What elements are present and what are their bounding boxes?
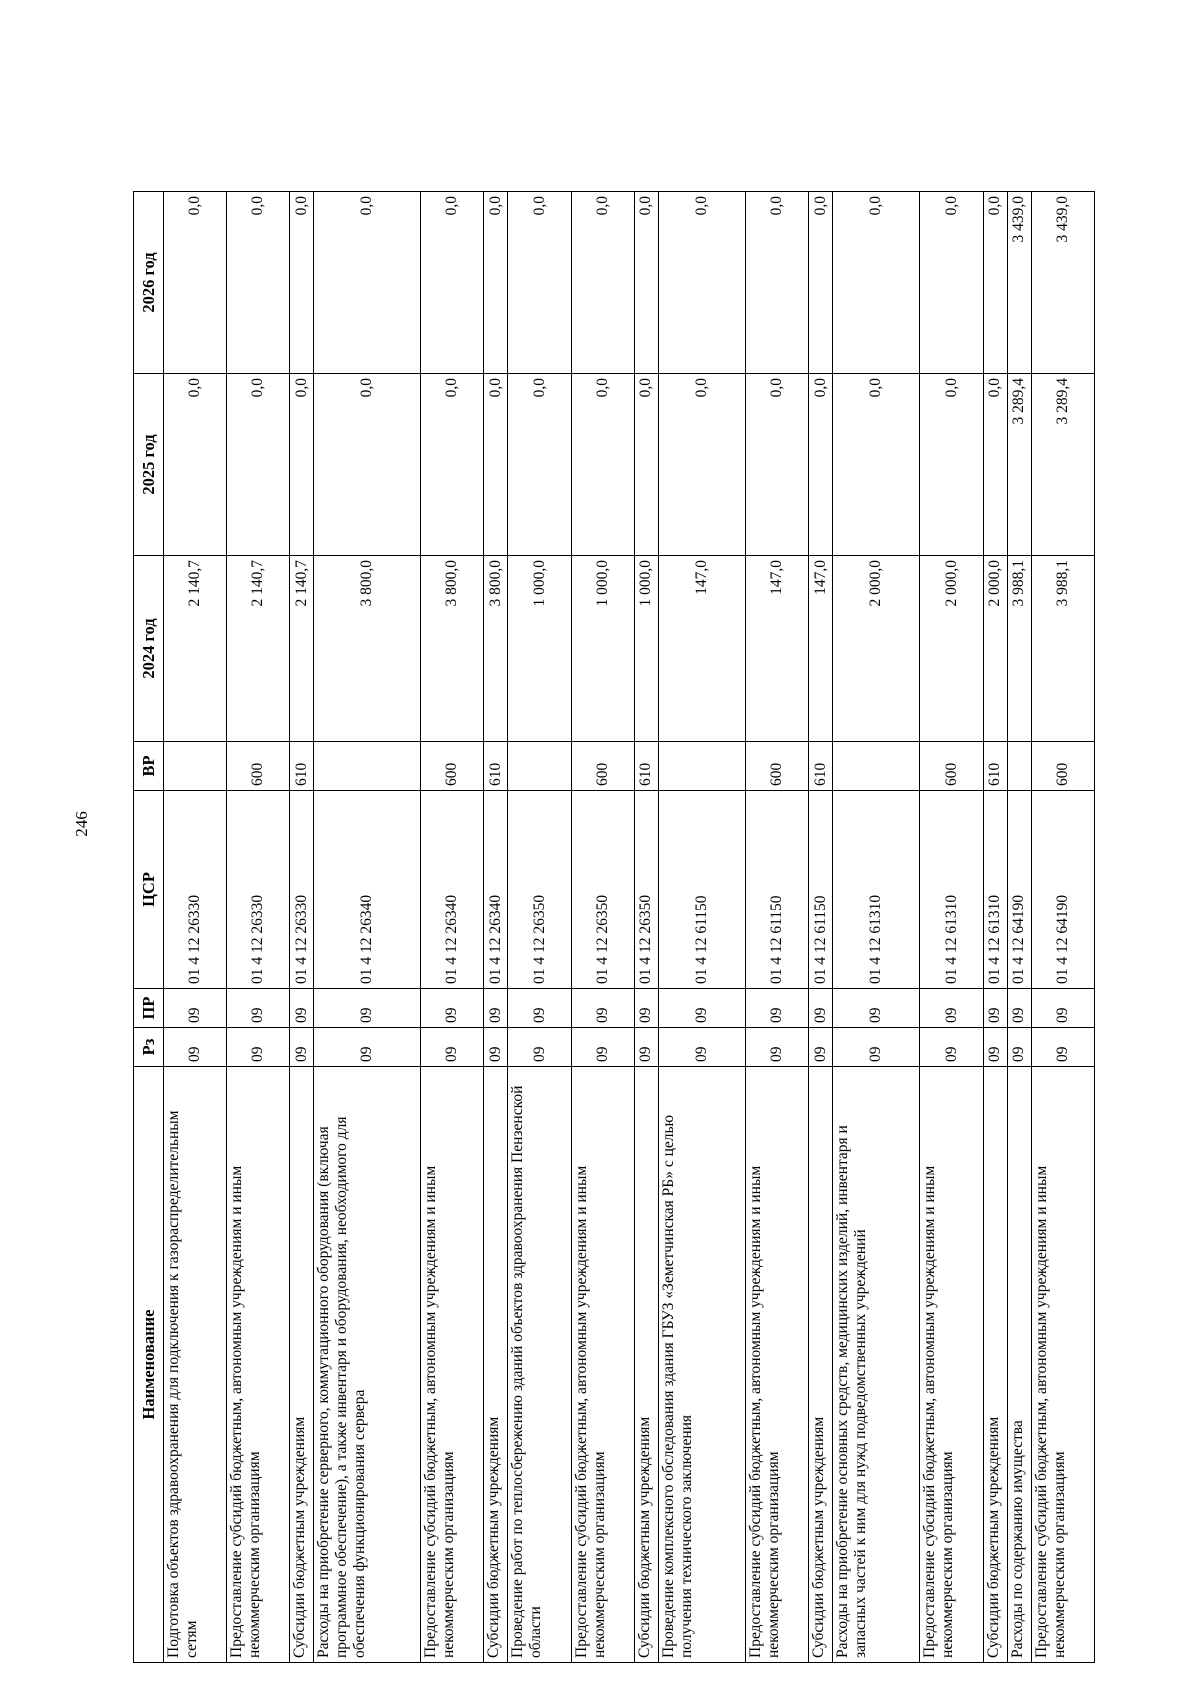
table-row bbox=[508, 192, 571, 1663]
row-csr: 01 4 12 26350 bbox=[634, 791, 658, 989]
row-2026: 3 439,0 bbox=[1007, 192, 1031, 374]
table-row bbox=[290, 192, 314, 1663]
row-rz: 09 bbox=[164, 1028, 227, 1067]
row-vr bbox=[508, 742, 571, 791]
table-row bbox=[634, 192, 658, 1663]
row-2025: 0,0 bbox=[809, 374, 833, 556]
row-2026: 0,0 bbox=[164, 192, 227, 374]
row-rz: 09 bbox=[508, 1028, 571, 1067]
row-name: Предоставление субсидий бюджетным, автономным учреждениям и иным некоммерческим организациям bbox=[746, 1067, 809, 1663]
row-pr: 09 bbox=[290, 989, 314, 1028]
row-csr: 01 4 12 61150 bbox=[809, 791, 833, 989]
budget-table bbox=[133, 191, 1095, 1663]
row-rz: 09 bbox=[634, 1028, 658, 1067]
row-2026: 0,0 bbox=[658, 192, 745, 374]
row-2026: 0,0 bbox=[833, 192, 920, 374]
row-2024: 1 000,0 bbox=[634, 556, 658, 742]
row-csr: 01 4 12 26330 bbox=[290, 791, 314, 989]
row-pr: 09 bbox=[1007, 989, 1031, 1028]
row-name: Проведение работ по теплосбережению зданий объектов здравоохранения Пензенской области bbox=[508, 1067, 571, 1663]
row-2024: 3 988,1 bbox=[1007, 556, 1031, 742]
row-2026: 0,0 bbox=[571, 192, 634, 374]
row-2024: 3 800,0 bbox=[484, 556, 508, 742]
table-row bbox=[746, 192, 809, 1663]
row-vr: 600 bbox=[920, 742, 983, 791]
row-csr: 01 4 12 26340 bbox=[421, 791, 484, 989]
table-row bbox=[833, 192, 920, 1663]
row-pr: 09 bbox=[227, 989, 290, 1028]
row-name: Расходы по содержанию имущества bbox=[1007, 1067, 1031, 1663]
row-name: Подготовка объектов здравоохранения для подключения к газораспределительным сетям bbox=[164, 1067, 227, 1663]
row-rz: 09 bbox=[484, 1028, 508, 1067]
row-name: Субсидии бюджетным учреждениям bbox=[634, 1067, 658, 1663]
row-rz: 09 bbox=[1007, 1028, 1031, 1067]
row-vr: 610 bbox=[634, 742, 658, 791]
row-2024: 2 140,7 bbox=[290, 556, 314, 742]
header-name: Наименование bbox=[134, 1067, 164, 1663]
row-2025: 0,0 bbox=[227, 374, 290, 556]
row-csr: 01 4 12 26350 bbox=[508, 791, 571, 989]
row-2025: 0,0 bbox=[833, 374, 920, 556]
row-2024: 1 000,0 bbox=[508, 556, 571, 742]
row-2026: 0,0 bbox=[290, 192, 314, 374]
row-csr: 01 4 12 61310 bbox=[983, 791, 1007, 989]
row-rz: 09 bbox=[290, 1028, 314, 1067]
row-2025: 0,0 bbox=[634, 374, 658, 556]
row-rz: 09 bbox=[1031, 1028, 1094, 1067]
row-csr: 01 4 12 26340 bbox=[314, 791, 421, 989]
header-vr: ВР bbox=[134, 742, 164, 791]
row-name: Предоставление субсидий бюджетным, автономным учреждениям и иным некоммерческим организациям bbox=[227, 1067, 290, 1663]
row-2026: 0,0 bbox=[314, 192, 421, 374]
row-pr: 09 bbox=[1031, 989, 1094, 1028]
row-vr: 600 bbox=[1031, 742, 1094, 791]
table-row bbox=[1007, 192, 1031, 1663]
row-2024: 1 000,0 bbox=[571, 556, 634, 742]
row-2024: 2 000,0 bbox=[983, 556, 1007, 742]
table-row bbox=[314, 192, 421, 1663]
header-2025: 2025 год bbox=[134, 374, 164, 556]
table-header-row bbox=[134, 192, 164, 1663]
row-vr: 600 bbox=[571, 742, 634, 791]
row-2025: 0,0 bbox=[658, 374, 745, 556]
row-name: Предоставление субсидий бюджетным, автономным учреждениям и иным некоммерческим организациям bbox=[920, 1067, 983, 1663]
row-rz: 09 bbox=[833, 1028, 920, 1067]
table-row bbox=[920, 192, 983, 1663]
row-2026: 0,0 bbox=[227, 192, 290, 374]
row-2024: 2 140,7 bbox=[164, 556, 227, 742]
row-csr: 01 4 12 61150 bbox=[658, 791, 745, 989]
row-2026: 0,0 bbox=[421, 192, 484, 374]
table-row bbox=[227, 192, 290, 1663]
row-pr: 09 bbox=[634, 989, 658, 1028]
row-2025: 0,0 bbox=[421, 374, 484, 556]
row-name: Предоставление субсидий бюджетным, автономным учреждениям и иным некоммерческим организациям bbox=[1031, 1067, 1094, 1663]
table-row bbox=[1031, 192, 1094, 1663]
row-vr bbox=[164, 742, 227, 791]
row-pr: 09 bbox=[809, 989, 833, 1028]
table-row bbox=[421, 192, 484, 1663]
row-2026: 0,0 bbox=[983, 192, 1007, 374]
budget-table-container bbox=[133, 192, 1095, 1663]
row-csr: 01 4 12 26330 bbox=[164, 791, 227, 989]
row-rz: 09 bbox=[314, 1028, 421, 1067]
row-pr: 09 bbox=[484, 989, 508, 1028]
row-pr: 09 bbox=[920, 989, 983, 1028]
row-2026: 0,0 bbox=[746, 192, 809, 374]
row-rz: 09 bbox=[809, 1028, 833, 1067]
row-vr: 610 bbox=[983, 742, 1007, 791]
page-number: 246 bbox=[72, 811, 91, 837]
row-name: Предоставление субсидий бюджетным, автономным учреждениям и иным некоммерческим организациям bbox=[571, 1067, 634, 1663]
row-2026: 0,0 bbox=[508, 192, 571, 374]
row-pr: 09 bbox=[508, 989, 571, 1028]
table-row bbox=[484, 192, 508, 1663]
row-name: Расходы на приобретение серверного, коммутационного оборудования (включая программное обеспечение), а также инвентаря и оборудования, необходимого для обеспечения функционирования сервера bbox=[314, 1067, 421, 1663]
row-2024: 2 140,7 bbox=[227, 556, 290, 742]
header-rz: Рз bbox=[134, 1028, 164, 1067]
row-pr: 09 bbox=[314, 989, 421, 1028]
row-2024: 147,0 bbox=[809, 556, 833, 742]
row-name: Проведение комплексного обследования здания ГБУЗ «Земетчинская РБ» с целью получения технического заключения bbox=[658, 1067, 745, 1663]
row-csr: 01 4 12 61310 bbox=[920, 791, 983, 989]
table-body bbox=[164, 192, 1095, 1663]
row-rz: 09 bbox=[658, 1028, 745, 1067]
row-rz: 09 bbox=[983, 1028, 1007, 1067]
row-2025: 3 289,4 bbox=[1031, 374, 1094, 556]
row-2024: 2 000,0 bbox=[833, 556, 920, 742]
row-csr: 01 4 12 61310 bbox=[833, 791, 920, 989]
row-csr: 01 4 12 64190 bbox=[1007, 791, 1031, 989]
row-rz: 09 bbox=[746, 1028, 809, 1067]
row-pr: 09 bbox=[571, 989, 634, 1028]
table-row bbox=[571, 192, 634, 1663]
table-row bbox=[809, 192, 833, 1663]
header-2026: 2026 год bbox=[134, 192, 164, 374]
row-vr bbox=[833, 742, 920, 791]
table-row bbox=[164, 192, 227, 1663]
header-2024: 2024 год bbox=[134, 556, 164, 742]
row-csr: 01 4 12 26330 bbox=[227, 791, 290, 989]
row-pr: 09 bbox=[658, 989, 745, 1028]
row-2025: 3 289,4 bbox=[1007, 374, 1031, 556]
row-vr: 610 bbox=[484, 742, 508, 791]
row-name: Субсидии бюджетным учреждениям bbox=[290, 1067, 314, 1663]
row-2026: 3 439,0 bbox=[1031, 192, 1094, 374]
row-name: Субсидии бюджетным учреждениям bbox=[809, 1067, 833, 1663]
row-2026: 0,0 bbox=[809, 192, 833, 374]
row-vr: 600 bbox=[746, 742, 809, 791]
row-2025: 0,0 bbox=[983, 374, 1007, 556]
row-pr: 09 bbox=[833, 989, 920, 1028]
row-csr: 01 4 12 26340 bbox=[484, 791, 508, 989]
row-csr: 01 4 12 26350 bbox=[571, 791, 634, 989]
row-name: Расходы на приобретение основных средств, медицинских изделий, инвентаря и запасных частей к ним для нужд подведомственных учреждений bbox=[833, 1067, 920, 1663]
row-2025: 0,0 bbox=[314, 374, 421, 556]
row-name: Субсидии бюджетным учреждениям bbox=[484, 1067, 508, 1663]
row-2025: 0,0 bbox=[164, 374, 227, 556]
row-2024: 147,0 bbox=[746, 556, 809, 742]
row-vr: 610 bbox=[290, 742, 314, 791]
row-csr: 01 4 12 61150 bbox=[746, 791, 809, 989]
row-rz: 09 bbox=[421, 1028, 484, 1067]
row-2024: 3 800,0 bbox=[421, 556, 484, 742]
row-vr: 600 bbox=[227, 742, 290, 791]
row-2025: 0,0 bbox=[290, 374, 314, 556]
header-pr: ПР bbox=[134, 989, 164, 1028]
row-2024: 2 000,0 bbox=[920, 556, 983, 742]
row-2026: 0,0 bbox=[634, 192, 658, 374]
row-pr: 09 bbox=[421, 989, 484, 1028]
row-2025: 0,0 bbox=[571, 374, 634, 556]
row-2025: 0,0 bbox=[920, 374, 983, 556]
row-vr bbox=[314, 742, 421, 791]
row-2024: 3 988,1 bbox=[1031, 556, 1094, 742]
row-rz: 09 bbox=[920, 1028, 983, 1067]
row-2024: 3 800,0 bbox=[314, 556, 421, 742]
row-vr bbox=[658, 742, 745, 791]
row-2024: 147,0 bbox=[658, 556, 745, 742]
row-2026: 0,0 bbox=[484, 192, 508, 374]
row-vr: 610 bbox=[809, 742, 833, 791]
row-vr: 600 bbox=[421, 742, 484, 791]
row-csr: 01 4 12 64190 bbox=[1031, 791, 1094, 989]
table-row bbox=[658, 192, 745, 1663]
row-rz: 09 bbox=[571, 1028, 634, 1067]
row-2025: 0,0 bbox=[484, 374, 508, 556]
header-csr: ЦСР bbox=[134, 791, 164, 989]
row-pr: 09 bbox=[983, 989, 1007, 1028]
row-2025: 0,0 bbox=[746, 374, 809, 556]
row-2026: 0,0 bbox=[920, 192, 983, 374]
row-rz: 09 bbox=[227, 1028, 290, 1067]
row-pr: 09 bbox=[164, 989, 227, 1028]
row-vr bbox=[1007, 742, 1031, 791]
row-pr: 09 bbox=[746, 989, 809, 1028]
row-2025: 0,0 bbox=[508, 374, 571, 556]
table-row bbox=[983, 192, 1007, 1663]
row-name: Субсидии бюджетным учреждениям bbox=[983, 1067, 1007, 1663]
row-name: Предоставление субсидий бюджетным, автономным учреждениям и иным некоммерческим организациям bbox=[421, 1067, 484, 1663]
